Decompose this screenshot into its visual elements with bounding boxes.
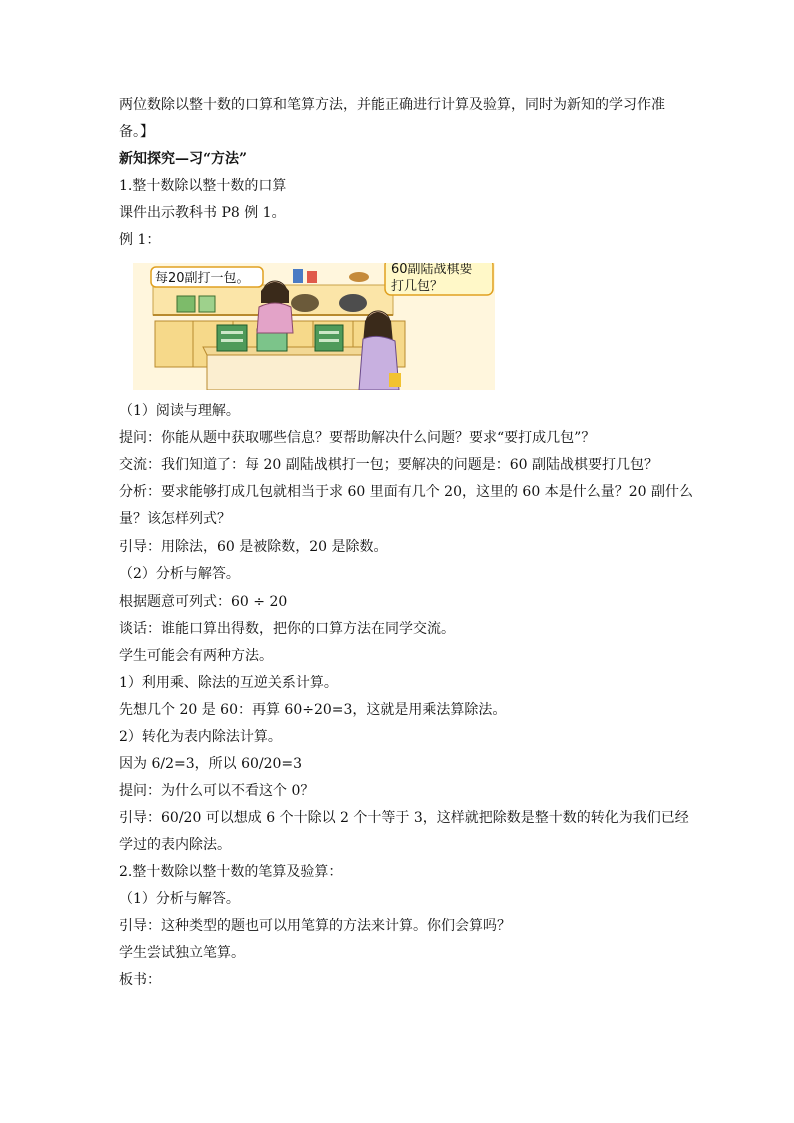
text-line: 1.整十数除以整十数的口算: [119, 178, 287, 194]
text-line: 引导：这种类型的题也可以用笔算的方法来计算。你们会算吗？: [119, 918, 511, 934]
text-line: （1）分析与解答。: [119, 891, 240, 907]
text-line: （1）阅读与理解。: [119, 403, 240, 419]
bubble-right-line2: 打几包？: [391, 279, 444, 294]
text-line: 量？该怎样列式？: [119, 511, 231, 527]
text-line: 课件出示教科书 P8 例 1。: [119, 205, 286, 221]
text-line: 先想几个 20 是 60：再算 60÷20=3，这就是用乘法算除法。: [119, 702, 507, 718]
text-line: 交流：我们知道了：每 20 副陆战棋打一包；要解决的问题是：60 副陆战棋要打几包？: [119, 457, 658, 473]
text-line: 2）转化为表内除法计算。: [119, 729, 282, 745]
section-heading: 新知探究—习“方法”: [119, 151, 248, 167]
text-line: 根据题意可列式：60 ÷ 20: [119, 594, 288, 610]
bubble-right-line1: 60副陆战棋要: [391, 263, 473, 277]
text-line: （2）分析与解答。: [119, 566, 240, 582]
text-line: 学过的表内除法。: [119, 837, 231, 853]
text-line: 分析：要求能够打成几包就相当于求 60 里面有几个 20，这里的 60 本是什么量？20 副什么: [119, 484, 693, 500]
text-line: 2.整十数除以整十数的笔算及验算：: [119, 864, 343, 880]
text-line: 因为 6/2=3，所以 60/20=3: [119, 756, 303, 772]
text-line: 提问：为什么可以不看这个 0？: [119, 783, 315, 799]
text-line: 备。】: [119, 124, 154, 140]
bubble-left-text: 每20副打一包。: [155, 271, 250, 286]
text-line: 学生可能会有两种方法。: [119, 648, 273, 664]
text-line: 引导：60/20 可以想成 6 个十除以 2 个十等于 3，这样就把除数是整十数的转化为我们已经: [119, 810, 689, 826]
text-line: 引导：用除法，60 是被除数，20 是除数。: [119, 539, 388, 555]
text-line: 两位数除以整十数的口算和笔算方法，并能正确进行计算及验算，同时为新知的学习作准: [119, 97, 665, 113]
text-line: 1）利用乘、除法的互逆关系计算。: [119, 675, 338, 691]
text-line: 提问：你能从题中获取哪些信息？要帮助解决什么问题？要求“要打成几包”？: [119, 430, 596, 446]
example-illustration: [133, 263, 495, 390]
text-line: 板书：: [119, 972, 161, 988]
text-line: 谈话：谁能口算出得数，把你的口算方法在同学交流。: [119, 621, 455, 637]
text-line: 学生尝试独立笔算。: [119, 945, 245, 961]
text-line: 例 1：: [119, 232, 161, 248]
